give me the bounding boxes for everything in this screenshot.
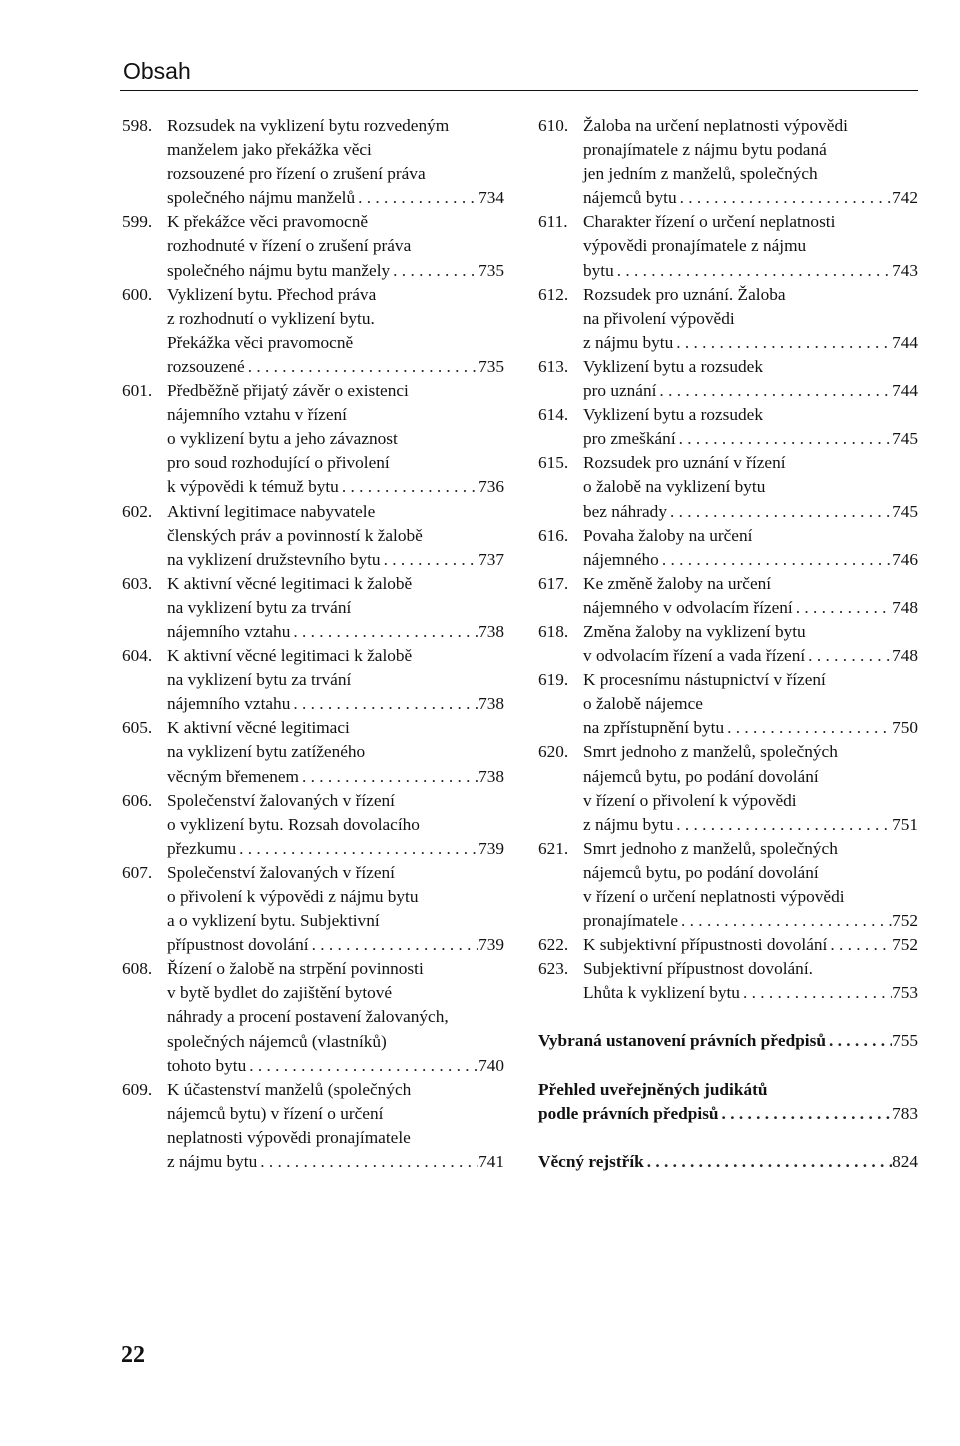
entry-title-line: K účastenství manželů (společných — [167, 1079, 412, 1099]
entry-number: 602. — [122, 501, 153, 521]
dot-leader — [656, 379, 892, 403]
entry-title-line: náhrady a procení postavení žalovaných, — [167, 1007, 449, 1027]
entry-title-line: Žaloba na určení neplatnosti výpovědi — [583, 116, 848, 135]
entry-number: 623. — [538, 959, 569, 979]
entry-page-number: 743 — [892, 260, 918, 280]
entry-title-line: věcným břemenem — [167, 766, 299, 786]
dot-leader — [309, 933, 478, 957]
entry-title-line: společného nájmu manželů — [167, 188, 356, 208]
entry-number: 611. — [538, 212, 568, 232]
section-title: Vybraná ustanovení právních předpisů — [538, 1031, 826, 1051]
entry-title-line: v řízení o určení neplatnosti výpovědi — [583, 887, 845, 906]
page-title: Obsah — [123, 58, 191, 84]
entry-number: 614. — [538, 405, 569, 425]
entry-number: 615. — [538, 453, 569, 473]
entry-title-line: nájemců bytu, po podání dovolání — [583, 766, 819, 786]
entry-number: 598. — [122, 116, 153, 135]
dot-leader — [246, 1054, 478, 1078]
entry-title-line: Rozsudek pro uznání v řízení — [583, 453, 786, 473]
entry-page-number: 734 — [478, 188, 504, 208]
entry-title-line: bez náhrady — [583, 501, 667, 521]
entry-number: 617. — [538, 573, 569, 593]
entry-title-line: nájemců bytu — [583, 188, 677, 208]
entry-number: 610. — [538, 116, 569, 135]
entry-title-line: v odvolacím řízení a vada řízení — [583, 646, 806, 666]
entry-page-number: 735 — [478, 356, 504, 376]
toc-section-entry[interactable] — [538, 1150, 918, 1174]
dot-leader — [673, 813, 892, 837]
entry-title-line: na vyklizení družstevního bytu — [167, 549, 381, 569]
entry-title-line: jen jedním z manželů, společných — [583, 164, 818, 184]
section-title: Věcný rejstřík — [538, 1151, 644, 1171]
entry-title-line: pro zmeškání — [583, 429, 676, 449]
entry-title-line: z nájmu bytu — [167, 1152, 258, 1172]
entry-title-line: z nájmu bytu — [583, 814, 674, 834]
section-page-number: 783 — [892, 1103, 918, 1123]
entry-number: 601. — [122, 381, 153, 401]
entry-title-line: na přivolení výpovědi — [583, 308, 735, 328]
entry-title-line: přezkumu — [167, 838, 237, 858]
entry-title-line: Lhůta k vyklizení bytu — [583, 983, 740, 1003]
toc-entry[interactable] — [538, 283, 918, 355]
entry-title-line: Aktivní legitimace nabyvatele — [167, 501, 376, 521]
entry-title-line: K aktivní věcné legitimaci k žalobě — [167, 646, 413, 666]
entry-title-line: nájemců bytu) v řízení o určení — [167, 1103, 384, 1123]
entry-title-line: nájemního vztahu v řízení — [167, 405, 347, 425]
entry-number: 621. — [538, 838, 569, 858]
entry-page-number: 745 — [892, 429, 918, 449]
entry-title-line: Charakter řízení o určení neplatnosti — [583, 212, 836, 232]
entry-title-line: Rozsudek pro uznání. Žaloba — [583, 284, 786, 304]
entry-page-number: 748 — [892, 597, 918, 617]
toc-entry[interactable] — [538, 524, 918, 572]
entry-title-line: nájemného v odvolacím řízení — [583, 597, 793, 617]
entry-page-number: 740 — [478, 1055, 504, 1075]
toc-section-entry[interactable] — [538, 1078, 918, 1126]
dot-leader — [245, 355, 478, 379]
entry-title-line: Vyklizení bytu a rozsudek — [583, 356, 763, 376]
entry-title-line: Ke změně žaloby na určení — [583, 573, 772, 593]
entry-title-line: na vyklizení bytu zatíženého — [167, 742, 366, 762]
dot-leader — [827, 933, 892, 957]
entry-page-number: 739 — [478, 935, 504, 955]
toc-entry[interactable] — [538, 572, 918, 620]
entry-number: 604. — [122, 646, 153, 666]
toc-entry[interactable] — [538, 740, 918, 836]
entry-title-line: neplatnosti výpovědi pronajímatele — [167, 1127, 411, 1147]
entry-number: 603. — [122, 573, 153, 593]
entry-number: 616. — [538, 525, 569, 545]
entry-number: 609. — [122, 1079, 153, 1099]
entry-number: 620. — [538, 742, 569, 762]
dot-leader — [290, 692, 478, 716]
entry-title-line: o žalobě na vyklizení bytu — [583, 477, 766, 497]
section-title: Přehled uveřejněných judikátů — [538, 1079, 768, 1099]
entry-title-line: Smrt jednoho z manželů, společných — [583, 742, 838, 762]
dot-leader — [793, 596, 892, 620]
entry-title-line: rozhodnuté v řízení o zrušení práva — [167, 236, 412, 256]
dot-leader — [381, 548, 479, 572]
toc-entry[interactable] — [538, 210, 918, 282]
entry-page-number: 738 — [478, 694, 504, 714]
entry-title-line: K subjektivní přípustnosti dovolání — [583, 935, 828, 955]
toc-entry[interactable] — [122, 379, 504, 499]
toc-entry[interactable] — [122, 861, 504, 957]
entry-title-line: Změna žaloby na vyklizení bytu — [583, 621, 806, 641]
section-page-number: 824 — [892, 1151, 918, 1171]
entry-page-number: 753 — [892, 983, 918, 1003]
toc-entry[interactable] — [122, 644, 504, 716]
entry-page-number: 742 — [892, 188, 918, 208]
entry-page-number: 736 — [478, 477, 504, 497]
entry-number: 618. — [538, 621, 569, 641]
entry-title-line: Vyklizení bytu. Přechod práva — [167, 284, 377, 304]
entry-title-line: v řízení o přivolení k výpovědi — [583, 790, 797, 810]
toc-entry[interactable] — [538, 933, 918, 957]
toc-entry[interactable] — [122, 716, 504, 788]
entry-title-line: v bytě bydlet do zajištění bytové — [167, 983, 393, 1003]
entry-title-line: z nájmu bytu — [583, 332, 674, 352]
toc-left-column — [122, 114, 504, 1174]
section-title: podle právních předpisů — [538, 1103, 719, 1123]
entry-title-line: K aktivní věcné legitimaci k žalobě — [167, 573, 413, 593]
dot-leader — [290, 620, 478, 644]
entry-page-number: 746 — [892, 549, 918, 569]
entry-page-number: 752 — [892, 911, 918, 931]
entry-page-number: 745 — [892, 501, 918, 521]
entry-title-line: Společenství žalovaných v řízení — [167, 862, 395, 882]
entry-page-number: 738 — [478, 621, 504, 641]
dot-leader — [678, 909, 892, 933]
entry-page-number: 739 — [478, 838, 504, 858]
entry-page-number: 738 — [478, 766, 504, 786]
entry-number: 613. — [538, 356, 569, 376]
dot-leader — [740, 981, 892, 1005]
dot-leader — [826, 1029, 892, 1053]
dot-leader — [676, 427, 892, 451]
entry-title-line: K překážce věci pravomocně — [167, 212, 369, 232]
section-page-number: 755 — [892, 1031, 918, 1051]
toc-right-column — [538, 114, 918, 1174]
entry-title-line: o žalobě nájemce — [583, 694, 703, 714]
dot-leader — [805, 644, 892, 668]
entry-title-line: společných nájemců (vlastníků) — [167, 1031, 387, 1051]
dot-leader — [677, 186, 892, 210]
entry-title-line: K aktivní věcné legitimaci — [167, 718, 350, 738]
entry-title-line: z rozhodnutí o vyklizení bytu. — [167, 308, 375, 328]
entry-title-line: pronajímatele — [583, 911, 679, 931]
entry-title-line: společného nájmu bytu manžely — [167, 260, 391, 280]
entry-title-line: o přivolení k výpovědi z nájmu bytu — [167, 887, 419, 906]
entry-title-line: Rozsudek na vyklizení bytu rozvedeným — [167, 116, 450, 135]
entry-page-number: 744 — [892, 381, 918, 401]
entry-title-line: bytu — [583, 260, 614, 280]
toc-entry[interactable] — [122, 283, 504, 379]
entry-title-line: k výpovědi k témuž bytu — [167, 477, 339, 497]
entry-title-line: výpovědi pronajímatele z nájmu — [583, 236, 807, 256]
dot-leader — [659, 548, 892, 572]
entry-number: 599. — [122, 212, 153, 232]
entry-title-line: Řízení o žalobě na strpění povinnosti — [167, 959, 424, 979]
entry-number: 608. — [122, 959, 153, 979]
entry-title-line: členských práv a povinností k žalobě — [167, 525, 423, 545]
dot-leader — [236, 837, 478, 861]
entry-title-line: na vyklizení bytu za trvání — [167, 597, 352, 617]
entry-title-line: Smrt jednoho z manželů, společných — [583, 838, 838, 858]
toc-entry[interactable] — [538, 837, 918, 933]
toc-entry[interactable] — [122, 957, 504, 1077]
dot-leader — [355, 186, 478, 210]
entry-title-line: o vyklizení bytu. Rozsah dovolacího — [167, 814, 420, 834]
entry-title-line: nájemného — [583, 549, 659, 569]
dot-leader — [644, 1150, 892, 1174]
entry-title-line: na zpřístupnění bytu — [583, 718, 725, 738]
entry-title-line: Povaha žaloby na určení — [583, 525, 753, 545]
dot-leader — [673, 331, 892, 355]
entry-page-number: 751 — [892, 814, 918, 834]
toc-entry[interactable] — [538, 403, 918, 451]
entry-title-line: rozsouzené — [167, 356, 245, 376]
dot-leader — [719, 1102, 893, 1126]
entry-number: 622. — [538, 935, 569, 955]
toc-entry[interactable] — [538, 355, 918, 403]
dot-leader — [339, 475, 478, 499]
toc-entry[interactable] — [538, 114, 918, 210]
entry-title-line: Překážka věci pravomocně — [167, 332, 354, 352]
entry-title-line: rozsouzené pro řízení o zrušení práva — [167, 164, 426, 184]
dot-leader — [614, 259, 892, 283]
entry-page-number: 744 — [892, 332, 918, 352]
toc-entry[interactable] — [122, 572, 504, 644]
entry-title-line: Subjektivní přípustnost dovolání. — [583, 959, 813, 979]
toc-entry[interactable] — [122, 210, 504, 282]
entry-title-line: pro uznání — [583, 381, 657, 401]
toc-entry[interactable] — [538, 620, 918, 668]
toc-entry[interactable] — [122, 500, 504, 572]
entry-title-line: pronajímatele z nájmu bytu podaná — [583, 140, 827, 160]
toc-entry[interactable] — [538, 668, 918, 740]
toc-entry[interactable] — [538, 451, 918, 523]
entry-title-line: a o vyklizení bytu. Subjektivní — [167, 911, 380, 931]
entry-page-number: 752 — [892, 935, 918, 955]
entry-title-line: nájemního vztahu — [167, 694, 291, 714]
entry-number: 600. — [122, 284, 153, 304]
entry-title-line: Společenství žalovaných v řízení — [167, 790, 395, 810]
header-divider — [120, 90, 918, 91]
entry-page-number: 741 — [478, 1152, 504, 1172]
dot-leader — [257, 1150, 478, 1174]
dot-leader — [299, 765, 478, 789]
entry-title-line: Vyklizení bytu a rozsudek — [583, 405, 763, 425]
entry-page-number: 735 — [478, 260, 504, 280]
entry-title-line: o vyklizení bytu a jeho závaznost — [167, 429, 398, 449]
entry-title-line: na vyklizení bytu za trvání — [167, 670, 352, 690]
page-number: 22 — [121, 1342, 145, 1368]
dot-leader — [390, 259, 478, 283]
entry-page-number: 750 — [892, 718, 918, 738]
dot-leader — [724, 716, 892, 740]
entry-title-line: nájemců bytu, po podání dovolání — [583, 862, 819, 882]
entry-number: 605. — [122, 718, 153, 738]
entry-title-line: přípustnost dovolání — [167, 935, 309, 955]
toc-entry[interactable] — [122, 1078, 504, 1174]
entry-title-line: tohoto bytu — [167, 1055, 247, 1075]
entry-title-line: Předběžně přijatý závěr o existenci — [167, 381, 409, 401]
toc-entry[interactable] — [122, 789, 504, 861]
entry-page-number: 737 — [478, 549, 504, 569]
entry-title-line: K procesnímu nástupnictví v řízení — [583, 670, 826, 690]
entry-number: 607. — [122, 862, 153, 882]
entry-number: 612. — [538, 284, 569, 304]
toc-section-entry[interactable] — [538, 1029, 918, 1053]
entry-title-line: nájemního vztahu — [167, 621, 291, 641]
entry-page-number: 748 — [892, 646, 918, 666]
toc-entry[interactable] — [122, 114, 504, 210]
entry-number: 606. — [122, 790, 153, 810]
dot-leader — [667, 500, 892, 524]
entry-title-line: pro soud rozhodující o přivolení — [167, 453, 390, 473]
toc-entry[interactable] — [538, 957, 918, 1005]
entry-title-line: manželem jako překážka věci — [167, 140, 372, 160]
entry-number: 619. — [538, 670, 569, 690]
